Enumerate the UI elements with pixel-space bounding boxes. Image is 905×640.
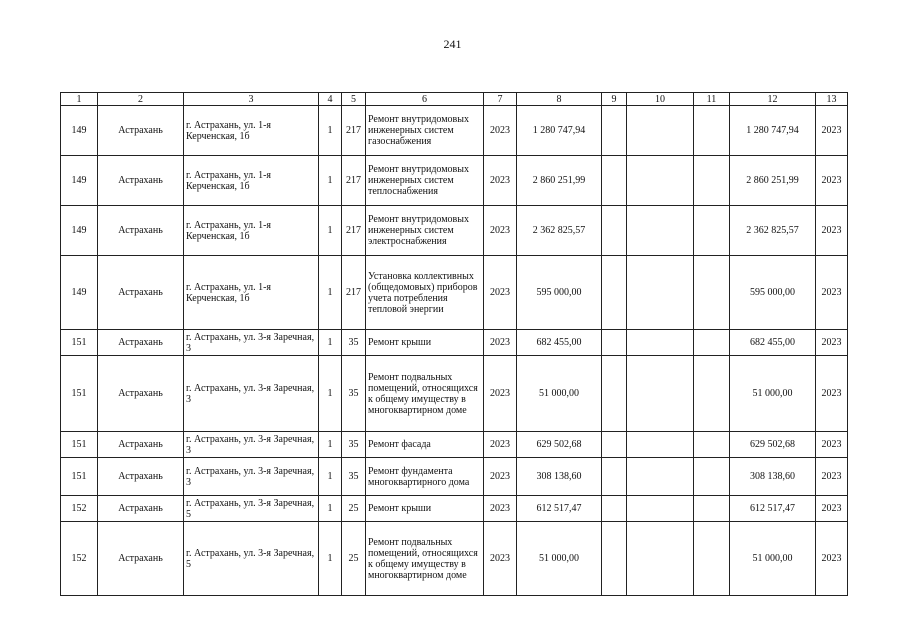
work-type-cell: Установка коллективных (общедомовых) приборов учета потребления тепловой энергии xyxy=(366,256,484,330)
total-cost-cell: 1 280 747,94 xyxy=(517,106,602,156)
column-number: 1 xyxy=(61,93,98,106)
cell-col12: 51 000,00 xyxy=(730,356,816,432)
address-cell: г. Астрахань, ул. 1-я Керченская, 1б xyxy=(184,106,319,156)
column-number: 3 xyxy=(184,93,319,106)
cell-col12: 612 517,47 xyxy=(730,496,816,522)
table-row xyxy=(61,256,848,330)
column-number: 11 xyxy=(694,93,730,106)
address-cell: г. Астрахань, ул. 1-я Керченская, 1б xyxy=(184,206,319,256)
city-cell: Астрахань xyxy=(98,522,184,596)
cell-col9 xyxy=(602,256,627,330)
cell-col13: 2023 xyxy=(816,356,848,432)
cell-col11 xyxy=(694,522,730,596)
cell-col12: 2 362 825,57 xyxy=(730,206,816,256)
cell-col12: 51 000,00 xyxy=(730,522,816,596)
cell-col10 xyxy=(627,156,694,206)
year-cell: 2023 xyxy=(484,256,517,330)
cell-col10 xyxy=(627,330,694,356)
address-cell: г. Астрахань, ул. 3-я Заречная, 5 xyxy=(184,496,319,522)
city-cell: Астрахань xyxy=(98,458,184,496)
page-number: 241 xyxy=(443,37,462,51)
table-row xyxy=(61,330,848,356)
cell-col13: 2023 xyxy=(816,156,848,206)
cell-col5: 35 xyxy=(342,432,366,458)
table-row xyxy=(61,496,848,522)
year-cell: 2023 xyxy=(484,522,517,596)
table-row xyxy=(61,356,848,432)
row-number: 151 xyxy=(61,330,98,356)
address-cell: г. Астрахань, ул. 3-я Заречная, 3 xyxy=(184,356,319,432)
cell-col11 xyxy=(694,356,730,432)
table-row xyxy=(61,458,848,496)
address-cell: г. Астрахань, ул. 3-я Заречная, 3 xyxy=(184,458,319,496)
row-number: 149 xyxy=(61,106,98,156)
cell-col12: 1 280 747,94 xyxy=(730,106,816,156)
address-cell: г. Астрахань, ул. 1-я Керченская, 1б xyxy=(184,156,319,206)
cell-col13: 2023 xyxy=(816,458,848,496)
cell-col11 xyxy=(694,330,730,356)
cell-col9 xyxy=(602,458,627,496)
cell-col9 xyxy=(602,522,627,596)
row-number: 152 xyxy=(61,522,98,596)
cell-col9 xyxy=(602,432,627,458)
row-number: 149 xyxy=(61,206,98,256)
cell-col4: 1 xyxy=(319,206,342,256)
cell-col9 xyxy=(602,356,627,432)
work-type-cell: Ремонт крыши xyxy=(366,330,484,356)
cell-col10 xyxy=(627,458,694,496)
row-number: 151 xyxy=(61,356,98,432)
cell-col12: 2 860 251,99 xyxy=(730,156,816,206)
column-number: 2 xyxy=(98,93,184,106)
work-type-cell: Ремонт фундамента многоквартирного дома xyxy=(366,458,484,496)
cell-col5: 35 xyxy=(342,458,366,496)
table-row xyxy=(61,156,848,206)
cell-col13: 2023 xyxy=(816,432,848,458)
city-cell: Астрахань xyxy=(98,356,184,432)
cell-col13: 2023 xyxy=(816,206,848,256)
cell-col11 xyxy=(694,458,730,496)
total-cost-cell: 51 000,00 xyxy=(517,522,602,596)
cell-col4: 1 xyxy=(319,256,342,330)
cell-col13: 2023 xyxy=(816,496,848,522)
work-type-cell: Ремонт крыши xyxy=(366,496,484,522)
cell-col5: 25 xyxy=(342,496,366,522)
work-type-cell: Ремонт подвальных помещений, относящихся к общему имуществу в многоквартирном доме xyxy=(366,522,484,596)
total-cost-cell: 682 455,00 xyxy=(517,330,602,356)
address-cell: г. Астрахань, ул. 3-я Заречная, 3 xyxy=(184,330,319,356)
column-number-row xyxy=(61,93,848,106)
address-cell: г. Астрахань, ул. 1-я Керченская, 1б xyxy=(184,256,319,330)
cell-col5: 35 xyxy=(342,330,366,356)
city-cell: Астрахань xyxy=(98,432,184,458)
year-cell: 2023 xyxy=(484,496,517,522)
total-cost-cell: 2 860 251,99 xyxy=(517,156,602,206)
cell-col4: 1 xyxy=(319,432,342,458)
city-cell: Астрахань xyxy=(98,206,184,256)
cell-col12: 308 138,60 xyxy=(730,458,816,496)
cell-col9 xyxy=(602,496,627,522)
row-number: 149 xyxy=(61,156,98,206)
cell-col4: 1 xyxy=(319,458,342,496)
city-cell: Астрахань xyxy=(98,106,184,156)
cell-col10 xyxy=(627,106,694,156)
year-cell: 2023 xyxy=(484,458,517,496)
city-cell: Астрахань xyxy=(98,496,184,522)
year-cell: 2023 xyxy=(484,330,517,356)
cell-col4: 1 xyxy=(319,496,342,522)
work-type-cell: Ремонт подвальных помещений, относящихся к общему имуществу в многоквартирном доме xyxy=(366,356,484,432)
cell-col12: 595 000,00 xyxy=(730,256,816,330)
column-number: 5 xyxy=(342,93,366,106)
work-type-cell: Ремонт внутридомовых инженерных систем электроснабжения xyxy=(366,206,484,256)
cell-col10 xyxy=(627,522,694,596)
address-cell: г. Астрахань, ул. 3-я Заречная, 3 xyxy=(184,432,319,458)
cell-col9 xyxy=(602,330,627,356)
row-number: 152 xyxy=(61,496,98,522)
year-cell: 2023 xyxy=(484,106,517,156)
cell-col11 xyxy=(694,206,730,256)
column-number: 9 xyxy=(602,93,627,106)
column-number: 12 xyxy=(730,93,816,106)
total-cost-cell: 308 138,60 xyxy=(517,458,602,496)
table-row xyxy=(61,432,848,458)
column-number: 7 xyxy=(484,93,517,106)
total-cost-cell: 612 517,47 xyxy=(517,496,602,522)
cell-col11 xyxy=(694,432,730,458)
cell-col5: 217 xyxy=(342,156,366,206)
work-type-cell: Ремонт фасада xyxy=(366,432,484,458)
year-cell: 2023 xyxy=(484,156,517,206)
cell-col5: 35 xyxy=(342,356,366,432)
table-row xyxy=(61,206,848,256)
cell-col12: 629 502,68 xyxy=(730,432,816,458)
column-number: 13 xyxy=(816,93,848,106)
cell-col4: 1 xyxy=(319,522,342,596)
column-number: 10 xyxy=(627,93,694,106)
total-cost-cell: 51 000,00 xyxy=(517,356,602,432)
cell-col10 xyxy=(627,256,694,330)
work-type-cell: Ремонт внутридомовых инженерных систем теплоснабжения xyxy=(366,156,484,206)
city-cell: Астрахань xyxy=(98,330,184,356)
work-type-cell: Ремонт внутридомовых инженерных систем газоснабжения xyxy=(366,106,484,156)
cell-col10 xyxy=(627,496,694,522)
cell-col11 xyxy=(694,256,730,330)
cell-col9 xyxy=(602,206,627,256)
row-number: 151 xyxy=(61,458,98,496)
cell-col5: 217 xyxy=(342,206,366,256)
cell-col5: 25 xyxy=(342,522,366,596)
city-cell: Астрахань xyxy=(98,156,184,206)
cell-col4: 1 xyxy=(319,156,342,206)
cell-col13: 2023 xyxy=(816,330,848,356)
year-cell: 2023 xyxy=(484,206,517,256)
year-cell: 2023 xyxy=(484,356,517,432)
cell-col10 xyxy=(627,356,694,432)
column-number: 6 xyxy=(366,93,484,106)
total-cost-cell: 629 502,68 xyxy=(517,432,602,458)
cell-col9 xyxy=(602,156,627,206)
cell-col13: 2023 xyxy=(816,256,848,330)
row-number: 149 xyxy=(61,256,98,330)
total-cost-cell: 2 362 825,57 xyxy=(517,206,602,256)
cell-col5: 217 xyxy=(342,106,366,156)
row-number: 151 xyxy=(61,432,98,458)
cell-col11 xyxy=(694,156,730,206)
cell-col10 xyxy=(627,206,694,256)
cell-col11 xyxy=(694,106,730,156)
cell-col13: 2023 xyxy=(816,522,848,596)
address-cell: г. Астрахань, ул. 3-я Заречная, 5 xyxy=(184,522,319,596)
cell-col13: 2023 xyxy=(816,106,848,156)
cell-col5: 217 xyxy=(342,256,366,330)
capital-repair-table xyxy=(60,92,848,596)
cell-col10 xyxy=(627,432,694,458)
city-cell: Астрахань xyxy=(98,256,184,330)
cell-col4: 1 xyxy=(319,330,342,356)
cell-col9 xyxy=(602,106,627,156)
table-row xyxy=(61,106,848,156)
column-number: 8 xyxy=(517,93,602,106)
cell-col12: 682 455,00 xyxy=(730,330,816,356)
table-row xyxy=(61,522,848,596)
cell-col11 xyxy=(694,496,730,522)
cell-col4: 1 xyxy=(319,356,342,432)
cell-col4: 1 xyxy=(319,106,342,156)
total-cost-cell: 595 000,00 xyxy=(517,256,602,330)
column-number: 4 xyxy=(319,93,342,106)
year-cell: 2023 xyxy=(484,432,517,458)
